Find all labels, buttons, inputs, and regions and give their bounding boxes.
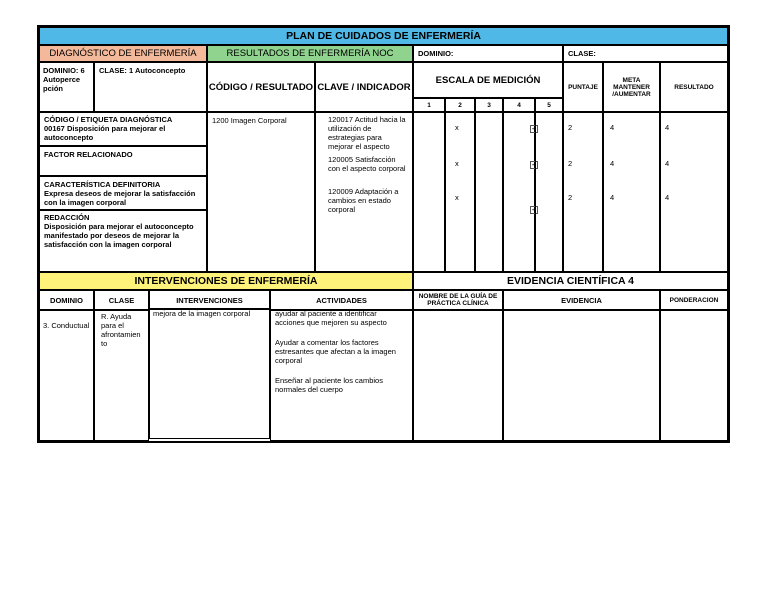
- noc-meta-col: [603, 112, 660, 272]
- activity-2: Ayudar a comentar los factores estresantes que afectan a la imagen corporal: [275, 338, 396, 365]
- noc-mark-2: x: [455, 159, 459, 168]
- care-plan-sheet: [37, 25, 730, 443]
- diagnosis-redaccion-text: Disposición para mejorar el autoconcepto manifestado por deseos de mejorar la satisfacción con la imagen corporal: [44, 222, 194, 249]
- noc-puntaje-2: 2: [568, 159, 573, 168]
- noc-resultado-col: [660, 112, 728, 272]
- noc-mark-3: x: [455, 193, 459, 202]
- noc-scale-col-5: [535, 112, 563, 272]
- noc-clave-header: CLAVE / INDICADOR: [315, 62, 413, 112]
- noc-dominio-label: DOMINIO:: [413, 45, 563, 62]
- checkbox-icon: ✓: [531, 162, 537, 168]
- col-ponderacion-header: PONDERACION: [660, 290, 728, 310]
- noc-resultado-3: 4: [665, 193, 670, 202]
- col-intervenciones-header: INTERVENCIONES: [149, 290, 270, 310]
- intervention-name: mejora de la imagen corporal: [149, 308, 270, 439]
- diagnosis-header: DIAGNÓSTICO DE ENFERMERÍA: [39, 45, 207, 62]
- diagnosis-factor: FACTOR RELACIONADO: [39, 146, 207, 176]
- page-title: PLAN DE CUIDADOS DE ENFERMERÍA: [39, 27, 728, 45]
- evidence-cell: [503, 310, 660, 441]
- diagnosis-codigo-text: 00167 Disposición para mejorar el autoconcepto: [44, 124, 166, 142]
- diagnosis-redaccion-cell: [39, 210, 207, 272]
- interventions-header: INTERVENCIONES DE ENFERMERÍA: [39, 272, 413, 290]
- noc-indicators-cell: [315, 112, 413, 272]
- intervention-dominio: 3. Conductual: [39, 310, 94, 441]
- activity-3: Enseñar al paciente los cambios normales del cuerpo: [275, 376, 383, 394]
- noc-meta-3: 4: [610, 193, 615, 202]
- noc-escala-header: ESCALA DE MEDICIÓN: [413, 62, 563, 98]
- evidence-guia-cell: [413, 310, 503, 441]
- noc-scale-col-2: [445, 112, 475, 272]
- col-dominio-header: DOMINIO: [39, 290, 94, 310]
- noc-puntaje-col: [563, 112, 603, 272]
- col-clase-header: CLASE: [94, 290, 149, 310]
- col-guia-header: NOMBRE DE LA GUÍA DE PRÁCTICA CLÍNICA: [413, 290, 503, 310]
- noc-clase-label: CLASE:: [563, 45, 728, 62]
- diagnosis-caracteristica-text: Expresa deseos de mejorar la satisfacción con la imagen corporal: [44, 189, 196, 207]
- col-evidencia-header: EVIDENCIA: [503, 290, 660, 310]
- noc-resultado-2: 4: [665, 159, 670, 168]
- noc-meta-1: 4: [610, 123, 615, 132]
- ponderacion-cell: [660, 310, 728, 441]
- intervention-clase: R. Ayuda para el afrontamien to: [94, 310, 149, 441]
- checkbox-icon: ✓: [531, 207, 537, 213]
- noc-codigo-value: 1200 Imagen Corporal: [207, 112, 315, 272]
- noc-codigo-header: CÓDIGO / RESULTADO: [207, 62, 315, 112]
- noc-puntaje-1: 2: [568, 123, 573, 132]
- col-actividades-header: ACTIVIDADES: [270, 290, 413, 310]
- noc-scale-1: 1: [413, 98, 445, 112]
- noc-meta-header: META MANTENER /AUMENTAR: [603, 62, 660, 112]
- noc-scale-4: 4: [503, 98, 535, 112]
- noc-puntaje-3: 2: [568, 193, 573, 202]
- evidence-header: EVIDENCIA CIENTÍFICA 4: [413, 272, 728, 290]
- diagnosis-dominio: DOMINIO: 6 Autoperce pción: [39, 62, 94, 112]
- noc-mark-1: x: [455, 123, 459, 132]
- activity-1: ayudar al paciente a identificar acciones que mejoren su aspecto: [275, 309, 387, 327]
- diagnosis-caracteristica-cell: [39, 176, 207, 210]
- noc-scale-2: 2: [445, 98, 475, 112]
- noc-scale-col-4: [503, 112, 535, 272]
- noc-meta-2: 4: [610, 159, 615, 168]
- noc-resultado-1: 4: [665, 123, 670, 132]
- noc-puntaje-header: PUNTAJE: [563, 62, 603, 112]
- noc-scale-col-1: [413, 112, 445, 272]
- noc-indicator-3: 120009 Adaptación a cambios en estado corporal: [328, 187, 399, 214]
- noc-scale-3: 3: [475, 98, 503, 112]
- noc-header: RESULTADOS DE ENFERMERÍA NOC: [207, 45, 413, 62]
- noc-indicator-2: 120005 Satisfacción con el aspecto corporal: [328, 155, 406, 173]
- noc-indicator-1: 120017 Actitud hacia la utilización de estrategias para mejorar el aspecto: [328, 115, 406, 151]
- noc-resultado-header: RESULTADO: [660, 62, 728, 112]
- diagnosis-caracteristica-label: CARACTERÍSTICA DEFINITORIA: [44, 180, 161, 189]
- diagnosis-redaccion-label: REDACCIÓN: [44, 213, 90, 222]
- checkbox-icon: ✓: [531, 126, 537, 132]
- diagnosis-clase: CLASE: 1 Autoconcepto: [94, 62, 207, 112]
- diagnosis-codigo-label: CÓDIGO / ETIQUETA DIAGNÓSTICA: [44, 115, 173, 124]
- noc-scale-5: 5: [535, 98, 563, 112]
- diagnosis-codigo-cell: [39, 112, 207, 146]
- intervention-activities: [270, 310, 413, 441]
- noc-scale-col-3: [475, 112, 503, 272]
